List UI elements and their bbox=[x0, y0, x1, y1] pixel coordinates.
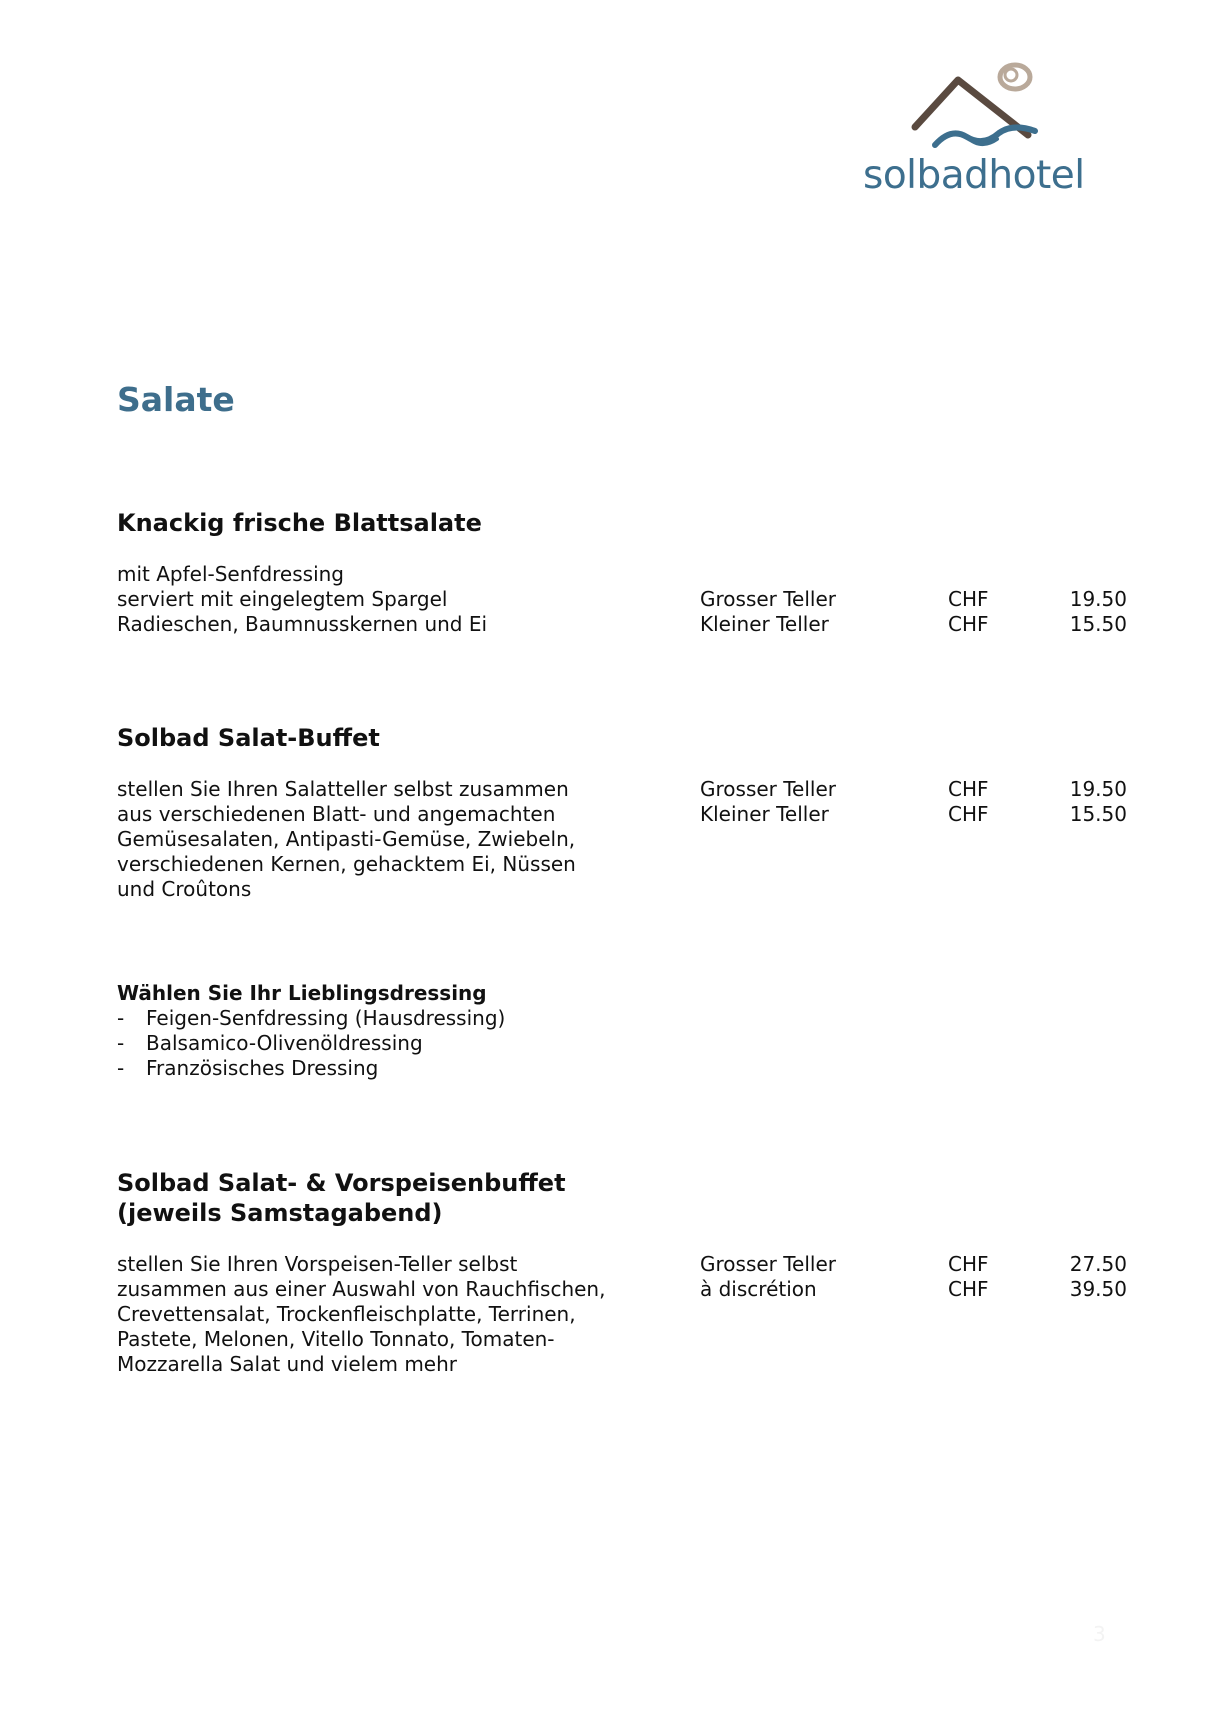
item-description: stellen Sie Ihren Salatteller selbst zusammen bbox=[117, 777, 569, 801]
menu-row bbox=[117, 1277, 1127, 1302]
menu-row bbox=[117, 1252, 1127, 1277]
dressing-item bbox=[117, 1056, 1117, 1081]
currency: CHF bbox=[948, 1277, 989, 1301]
logo-wordmark: solbadhotel bbox=[863, 153, 1085, 198]
menu-row bbox=[117, 1352, 1117, 1377]
menu-row bbox=[117, 587, 1127, 612]
price: 19.50 bbox=[1069, 777, 1127, 801]
item-description: Gemüsesalaten, Antipasti-Gemüse, Zwiebeln, bbox=[117, 827, 576, 851]
item-description: aus verschiedenen Blatt- und angemachten bbox=[117, 802, 556, 826]
menu-row bbox=[117, 802, 1127, 827]
menu-row bbox=[117, 777, 1127, 802]
section-heading: Knackig frische Blattsalate bbox=[117, 509, 482, 537]
portion-size: Kleiner Teller bbox=[700, 802, 829, 826]
item-description: mit Apfel-Senfdressing bbox=[117, 562, 345, 586]
logo-mark-icon bbox=[863, 55, 1063, 155]
menu-row bbox=[117, 1302, 1117, 1327]
currency: CHF bbox=[948, 612, 989, 636]
menu-row bbox=[117, 877, 1117, 902]
section-heading: Solbad Salat-Buffet bbox=[117, 724, 380, 752]
item-description: stellen Sie Ihren Vorspeisen-Teller selbst bbox=[117, 1252, 518, 1276]
item-description: Radieschen, Baumnusskernen und Ei bbox=[117, 612, 488, 636]
menu-row bbox=[117, 612, 1127, 637]
price: 15.50 bbox=[1069, 612, 1127, 636]
section-subheading: (jeweils Samstagabend) bbox=[117, 1199, 443, 1227]
price: 27.50 bbox=[1069, 1252, 1127, 1276]
item-description: Pastete, Melonen, Vitello Tonnato, Tomaten- bbox=[117, 1327, 555, 1351]
dressing-options bbox=[117, 981, 1117, 1081]
portion-size: à discrétion bbox=[700, 1277, 817, 1301]
dressing-title: Wählen Sie Ihr Lieblingsdressing bbox=[117, 981, 487, 1005]
dressing-label: Französisches Dressing bbox=[146, 1056, 379, 1080]
item-description: verschiedenen Kernen, gehacktem Ei, Nüssen bbox=[117, 852, 576, 876]
portion-size: Grosser Teller bbox=[700, 587, 837, 611]
price: 15.50 bbox=[1069, 802, 1127, 826]
section-heading: Solbad Salat- & Vorspeisenbuffet bbox=[117, 1169, 566, 1197]
dressing-label: Feigen-Senfdressing (Hausdressing) bbox=[146, 1006, 506, 1030]
menu-row bbox=[117, 1327, 1117, 1352]
portion-size: Kleiner Teller bbox=[700, 612, 829, 636]
portion-size: Grosser Teller bbox=[700, 777, 837, 801]
currency: CHF bbox=[948, 777, 989, 801]
price: 19.50 bbox=[1069, 587, 1127, 611]
menu-row bbox=[117, 852, 1117, 877]
menu-section-salat-buffet bbox=[117, 723, 1127, 902]
item-description: und Croûtons bbox=[117, 877, 252, 901]
hotel-logo bbox=[863, 55, 1123, 205]
item-description: Crevettensalat, Trockenfleischplatte, Terrinen, bbox=[117, 1302, 576, 1326]
menu-section-blattsalate bbox=[117, 508, 1127, 637]
menu-row bbox=[117, 827, 1117, 852]
dressing-item bbox=[117, 1031, 1117, 1056]
menu-row bbox=[117, 562, 1117, 587]
currency: CHF bbox=[948, 587, 989, 611]
item-description: zusammen aus einer Auswahl von Rauchfischen, bbox=[117, 1277, 606, 1301]
currency: CHF bbox=[948, 1252, 989, 1276]
menu-section-vorspeisenbuffet bbox=[117, 1168, 1127, 1377]
currency: CHF bbox=[948, 802, 989, 826]
page-number: 3 bbox=[1093, 1622, 1106, 1646]
portion-size: Grosser Teller bbox=[700, 1252, 837, 1276]
item-description: serviert mit eingelegtem Spargel bbox=[117, 587, 448, 611]
list-dash: - bbox=[117, 1006, 125, 1030]
page-title: Salate bbox=[117, 380, 235, 419]
dressing-item bbox=[117, 1006, 1117, 1031]
dressing-label: Balsamico-Olivenöldressing bbox=[146, 1031, 423, 1055]
item-description: Mozzarella Salat und vielem mehr bbox=[117, 1352, 458, 1376]
list-dash: - bbox=[117, 1056, 125, 1080]
price: 39.50 bbox=[1069, 1277, 1127, 1301]
list-dash: - bbox=[117, 1031, 125, 1055]
